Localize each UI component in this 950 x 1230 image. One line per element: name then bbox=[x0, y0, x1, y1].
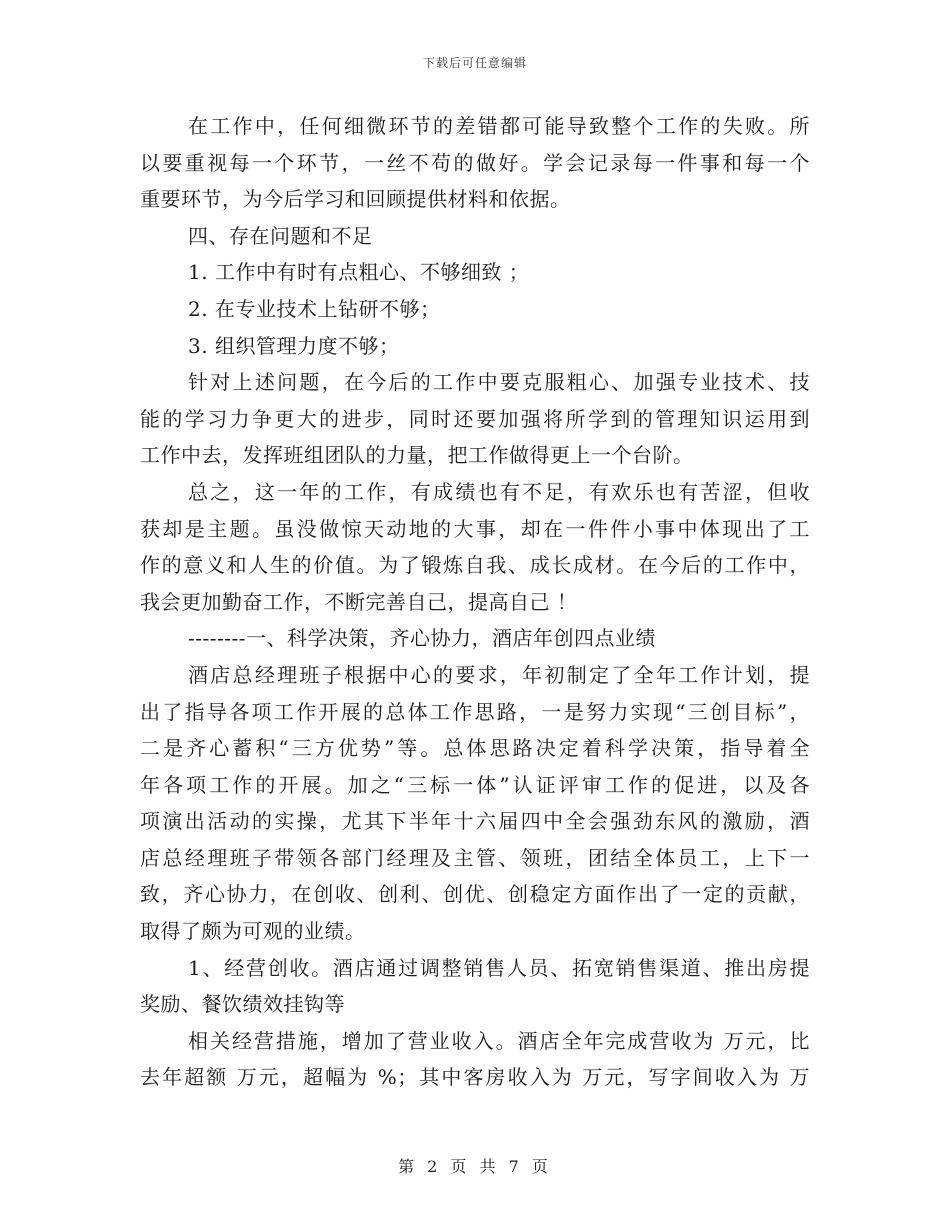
paragraph-line: 获却是主题。虽没做惊天动地的大事，却在一件件小事中体现出了工 bbox=[140, 516, 810, 541]
paragraph-line: 出了指导各项工作开展的总体工作思路，一是努力实现“三创目标”， bbox=[140, 699, 810, 724]
paragraph-line: 相关经营措施，增加了营业收入。酒店全年完成营收为 万元，比 bbox=[188, 1028, 810, 1053]
paragraph-line: 二是齐心蓄积“三方优势”等。总体思路决定着科学决策，指导着全 bbox=[140, 736, 810, 761]
paragraph-line: 去年超额 万元，超幅为 %；其中客房收入为 万元，写字间收入为 万 bbox=[140, 1065, 810, 1090]
paragraph-line: 在工作中，任何细微环节的差错都可能导致整个工作的失败。所 bbox=[188, 114, 810, 138]
paragraph-line: 年各项工作的开展。加之“三标一体”认证评审工作的促进，以及各 bbox=[140, 772, 810, 797]
list-item: 2. 在专业技术上钻研不够； bbox=[188, 296, 441, 321]
list-item: 3. 组织管理力度不够； bbox=[188, 333, 400, 358]
paragraph-line: 作的意义和人生的价值。为了锻炼自我、成长成材。在今后的工作中， bbox=[140, 553, 810, 578]
paragraph-line: 以要重视每一个环节，一丝不苟的做好。学会记录每一件事和每一个 bbox=[140, 150, 810, 175]
list-item: 1. 工作中有时有点粗心、不够细致 ； bbox=[188, 260, 530, 285]
paragraph-line: 我会更加勤奋工作，不断完善自己，提高自己 ！ bbox=[140, 589, 578, 614]
paragraph-line: 重要环节，为今后学习和回顾提供材料和依据。 bbox=[140, 187, 571, 212]
paragraph-line: 项演出活动的实操，尤其下半年十六届四中全会强劲东风的激励，酒 bbox=[140, 809, 810, 834]
paragraph-line: 能的学习力争更大的进步，同时还要加强将所学到的管理知识运用到 bbox=[140, 406, 810, 431]
page-footer: 第 2 页 共 7 页 bbox=[398, 1157, 552, 1176]
paragraph-line: 总之，这一年的工作，有成绩也有不足，有欢乐也有苦涩，但收 bbox=[188, 479, 810, 504]
paragraph-line: 针对上述问题，在今后的工作中要克服粗心、加强专业技术、技 bbox=[188, 370, 810, 395]
paragraph-line: 致，齐心协力，在创收、创利、创优、创稳定方面作出了一定的贡献， bbox=[140, 882, 810, 907]
paragraph-line: 店总经理班子带领各部门经理及主管、领班，团结全体员工，上下一 bbox=[140, 845, 810, 870]
paragraph-line: 工作中去，发挥班组团队的力量，把工作做得更上一个台阶。 bbox=[140, 443, 694, 468]
document-body bbox=[140, 108, 810, 1096]
paragraph-line: 1、经营创收。酒店通过调整销售人员、拓宽销售渠道、推出房提 bbox=[188, 955, 810, 980]
paragraph-line: 酒店总经理班子根据中心的要求，年初制定了全年工作计划，提 bbox=[188, 662, 810, 687]
page-header: 下载后可任意编辑 bbox=[422, 56, 527, 70]
section-heading: --------一、科学决策，齐心协力，酒店年创四点业绩 bbox=[188, 626, 657, 651]
section-heading: 四、存在问题和不足 bbox=[188, 223, 373, 248]
paragraph-line: 奖励、餐饮绩效挂钩等 bbox=[140, 992, 345, 1017]
paragraph-line: 取得了颇为可观的业绩。 bbox=[140, 919, 366, 944]
